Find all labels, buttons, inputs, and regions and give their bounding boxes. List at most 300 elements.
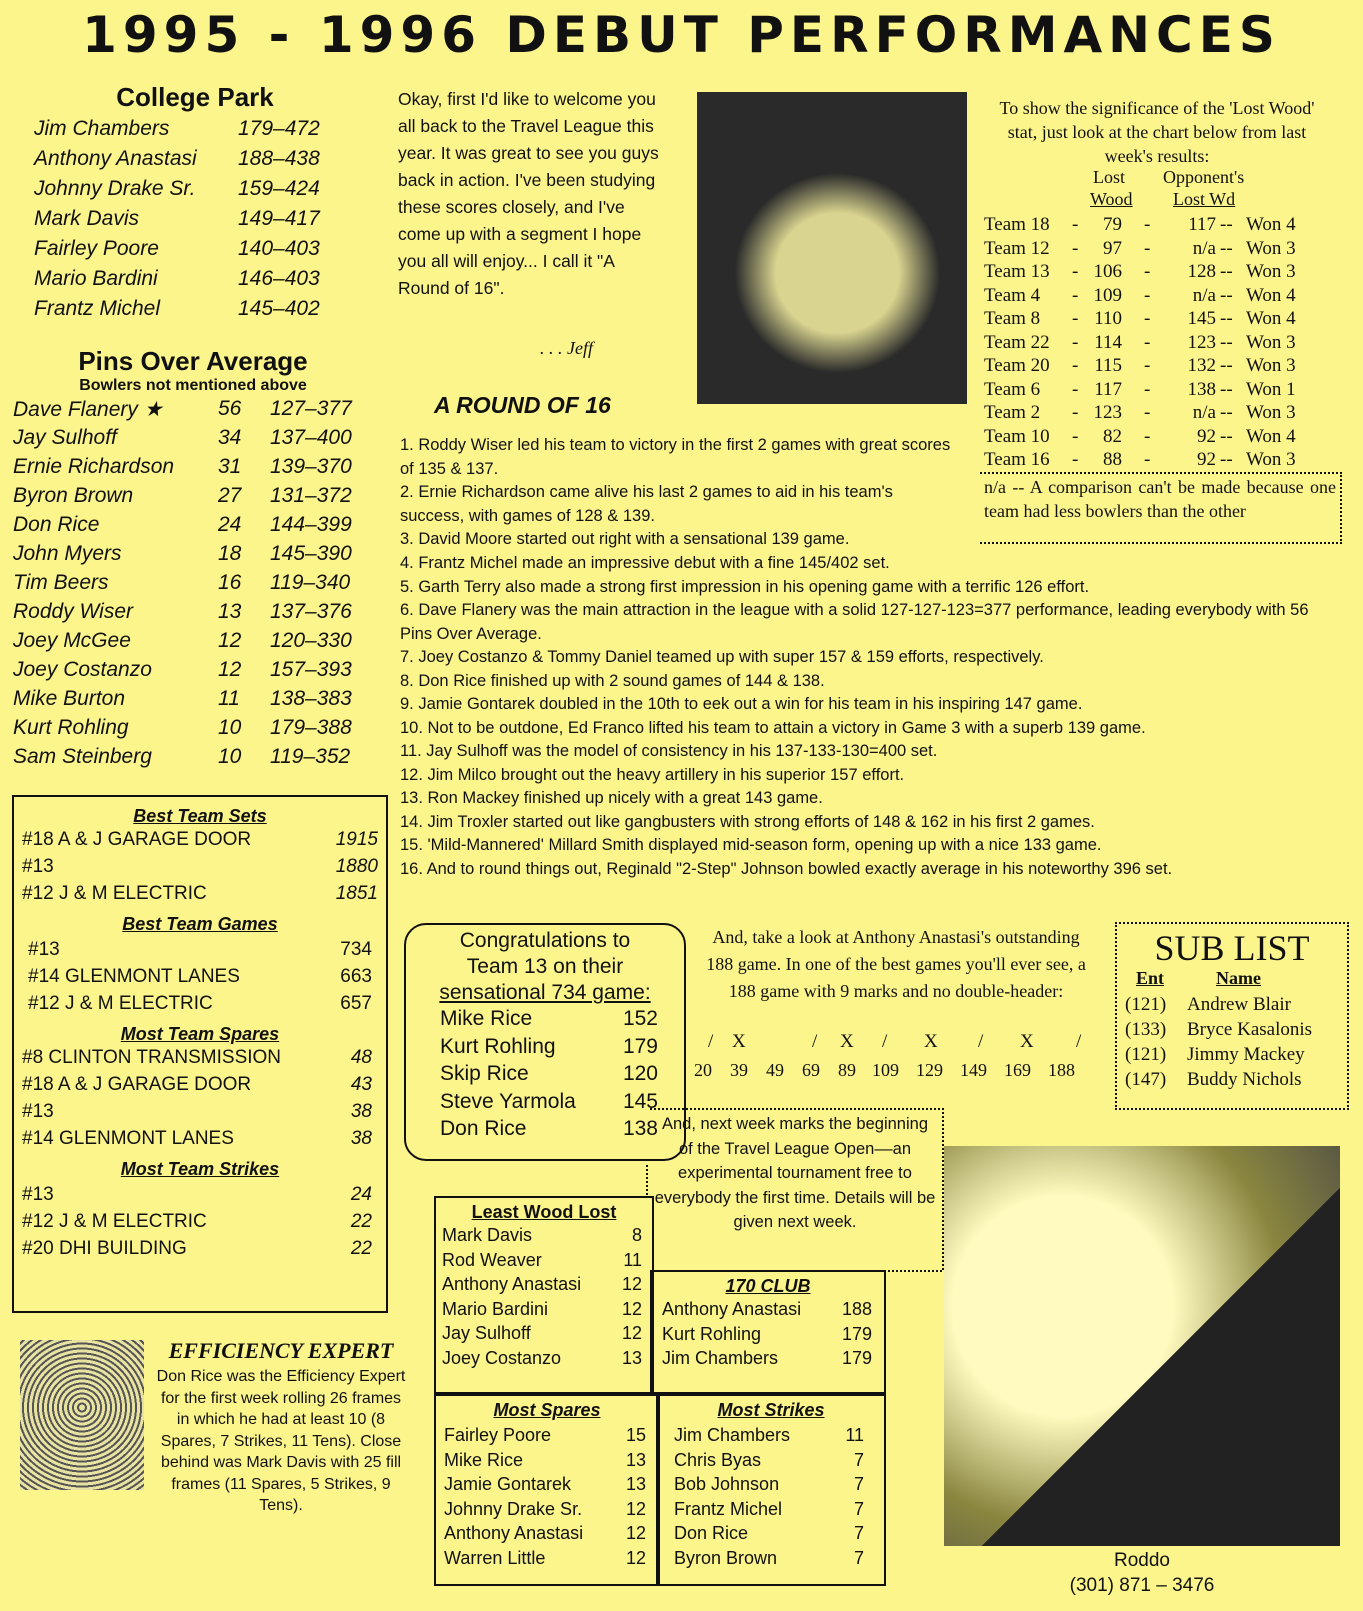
congrats-line1: Congratulations to	[459, 929, 631, 952]
dash: -	[1072, 237, 1079, 259]
team-name: #14 GLENMONT LANES	[22, 1128, 234, 1149]
college-park-list	[34, 117, 370, 327]
list-item	[440, 1117, 658, 1145]
team-value: 38	[350, 1101, 372, 1122]
lost-cell: 109	[1093, 284, 1122, 306]
list-item	[662, 1299, 872, 1324]
dash: -	[1144, 425, 1151, 447]
most-strikes-heading: Most Strikes	[717, 1400, 825, 1420]
list-item	[34, 237, 370, 267]
opp-cell: 117	[1188, 214, 1216, 235]
list-item: 3. David Moore started out right with a sensational 139 game.	[400, 530, 850, 548]
dash: -	[1072, 214, 1079, 235]
bowler-score: 145–390	[270, 542, 352, 565]
bowler-score: 131–372	[270, 484, 352, 507]
list-item	[13, 455, 378, 484]
table-row	[984, 308, 1344, 332]
team-name: #12 J & M ELECTRIC	[22, 1211, 207, 1232]
bowler-name: Jay Sulhoff	[13, 426, 117, 449]
bowler-name: Frantz Michel	[674, 1498, 783, 1519]
team-name: #13	[22, 856, 54, 877]
list-item: 10. Not to be outdone, Ed Franco lifted his team to attain a victory in Game 3 with a superb 139 game.	[400, 718, 1146, 737]
jeff-photo	[697, 92, 967, 404]
bowler-name: Anthony Anastasi	[444, 1523, 584, 1543]
congrats-line2: Team 13 on their	[466, 955, 624, 978]
list-item	[674, 1548, 864, 1573]
col-ent: Ent	[1136, 968, 1165, 988]
opp-cell: 145	[1187, 308, 1216, 329]
contact-phone: (301) 871 – 3476	[1069, 1575, 1215, 1596]
most-strikes-box	[656, 1392, 886, 1586]
lost-cell: 123	[1093, 402, 1122, 423]
bowler-value: 12	[621, 1298, 642, 1319]
bowler-score: 138–383	[270, 687, 352, 710]
list-item	[442, 1274, 642, 1299]
dash: --	[1220, 261, 1233, 282]
bowler-score: 119–352	[270, 745, 351, 768]
bowler-score: 140–403	[238, 237, 320, 260]
table-row	[984, 332, 1344, 356]
head-lostwd: Lost Wd	[1173, 189, 1236, 209]
bowler-name: Joey Costanzo	[442, 1347, 562, 1368]
round-16-heading: A ROUND OF 16	[434, 392, 611, 418]
lost-wood-note-text: n/a -- A comparison can't be made because one team had less bowlers than the other	[984, 477, 1336, 521]
list-item	[440, 1062, 658, 1090]
list-item	[34, 147, 370, 177]
contact-name: Roddo	[1114, 1550, 1170, 1571]
lost-wood-intro: To show the significance of the 'Lost Wood' stat, just look at the chart below from last week's results:	[999, 98, 1315, 166]
frame-score: 20	[694, 1060, 712, 1080]
table-row	[984, 285, 1344, 309]
bowler-value: 13	[625, 1449, 646, 1470]
bowler-value: 12	[625, 1498, 646, 1519]
list-item	[13, 745, 378, 774]
bowler-score: 179–388	[270, 716, 352, 739]
list-item	[674, 1450, 864, 1475]
pins-over-average-section	[8, 346, 378, 774]
table-row	[22, 1184, 372, 1211]
bowler-score: 127–377	[270, 397, 352, 420]
team-value: 1851	[335, 883, 378, 904]
pins-value: 10	[218, 716, 242, 739]
pins-value: 13	[218, 600, 242, 623]
bowler-value: 12	[625, 1523, 646, 1543]
opp-cell: n/a	[1192, 402, 1216, 423]
bowler-name: Kurt Rohling	[440, 1034, 556, 1058]
club-connector	[880, 1270, 942, 1272]
bowler-name: Don Rice	[440, 1117, 527, 1140]
round-16-list	[400, 434, 960, 552]
bowler-name: Bob Johnson	[674, 1474, 780, 1494]
dash: -	[1144, 402, 1151, 423]
dash: --	[1220, 449, 1233, 470]
list-item	[13, 426, 378, 455]
bowler-value: 12	[621, 1274, 642, 1294]
team-cell: Team 20	[984, 355, 1050, 376]
opp-cell: n/a	[1192, 284, 1216, 306]
pins-value: 27	[218, 484, 242, 507]
sub-name: Jimmy Mackey	[1187, 1044, 1305, 1065]
mark: /	[812, 1031, 818, 1052]
list-item: 9. Jamie Gontarek doubled in the 10th to eek out a win for his team in his inspiring 147 game.	[400, 695, 1083, 713]
mark: /	[882, 1031, 888, 1052]
team-cell: Team 13	[984, 261, 1050, 282]
club-170-heading: 170 CLUB	[725, 1276, 811, 1296]
sub-ent: (147)	[1125, 1069, 1167, 1090]
bowler-name: Jim Chambers	[662, 1348, 779, 1368]
bowler-name: Mario Bardini	[34, 267, 158, 290]
list-item	[440, 1007, 658, 1035]
lost-cell: 88	[1103, 449, 1122, 470]
list-item: 1. Roddy Wiser led his team to victory in the first 2 games with great scores of 135 & 137.	[400, 436, 951, 478]
opp-cell: 92	[1197, 449, 1216, 470]
opp-cell: n/a	[1192, 237, 1216, 259]
dash: -	[1072, 425, 1079, 447]
list-item	[34, 267, 370, 297]
page-title: 1995 - 1996 DEBUT PERFORMANCES	[82, 6, 1281, 64]
intro-signature: . . . Jeff	[540, 338, 593, 358]
bowler-score: 138	[622, 1117, 658, 1140]
list-item	[13, 687, 378, 716]
pins-value: 18	[218, 542, 242, 565]
bowler-value: 11	[845, 1425, 864, 1445]
bowler-name: Kurt Rohling	[662, 1323, 762, 1344]
sub-name: Bryce Kasalonis	[1187, 1019, 1313, 1040]
lost-wood-table	[984, 214, 1344, 473]
dash: -	[1144, 308, 1151, 329]
bowler-name: Anthony Anastasi	[662, 1299, 802, 1319]
list-item	[34, 207, 370, 237]
table-row	[984, 449, 1344, 473]
opp-cell: 128	[1187, 261, 1216, 282]
bowler-name: Sam Steinberg	[13, 745, 152, 768]
bowler-value: 179	[841, 1348, 872, 1368]
table-row	[28, 993, 372, 1020]
list-item	[444, 1523, 646, 1548]
bowler-name: Jamie Gontarek	[444, 1474, 572, 1494]
dash: --	[1220, 378, 1233, 400]
team-name: #13	[22, 1184, 54, 1205]
dash: --	[1220, 308, 1233, 329]
most-team-spares-heading: Most Team Spares	[120, 1024, 280, 1044]
bowler-score: 139–370	[270, 455, 352, 478]
lost-cell: 115	[1094, 355, 1122, 376]
list-item: 6. Dave Flanery was the main attraction in the league with a solid 127-127-123=377 performance, leading everybody with 56 Pins Over Average.	[400, 601, 1309, 643]
list-item	[442, 1323, 642, 1348]
list-item	[444, 1474, 646, 1499]
list-item: 4. Frantz Michel made an impressive debut with a fine 145/402 set.	[400, 554, 890, 572]
bowler-value: 7	[853, 1547, 864, 1568]
list-item	[444, 1425, 646, 1450]
best-team-games-heading: Best Team Games	[122, 914, 278, 934]
team-value: 43	[350, 1074, 372, 1095]
bowler-value: 188	[841, 1299, 872, 1319]
list-item	[13, 600, 378, 629]
list-item: 12. Jim Milco brought out the heavy artillery in his superior 157 effort.	[400, 765, 905, 784]
dash: -	[1072, 261, 1079, 282]
bowler-name: Rod Weaver	[442, 1249, 542, 1270]
dash: --	[1220, 331, 1233, 353]
sub-ent: (133)	[1125, 1019, 1167, 1040]
bowler-value: 8	[631, 1225, 642, 1245]
table-row	[22, 856, 378, 883]
bowler-name: John Myers	[13, 542, 122, 565]
bowler-score: 144–399	[270, 513, 352, 536]
dash: --	[1220, 355, 1233, 376]
list-item	[662, 1324, 872, 1349]
bowler-value: 7	[853, 1474, 864, 1494]
bowler-score: 179–472	[238, 117, 320, 140]
dash: -	[1144, 449, 1151, 470]
bowler-score: 157–393	[270, 658, 352, 681]
bowler-name: Byron Brown	[13, 484, 134, 507]
lost-cell: 79	[1103, 214, 1122, 235]
team-value: 22	[350, 1211, 372, 1232]
bowler-value: 13	[621, 1347, 642, 1368]
frame-score: 188	[1048, 1060, 1075, 1080]
result-cell: Won 3	[1246, 331, 1296, 353]
sub-ent: (121)	[1125, 1044, 1167, 1065]
dash: --	[1220, 284, 1233, 306]
list-item	[13, 397, 378, 426]
team-cell: Team 12	[984, 237, 1050, 259]
col-name: Name	[1216, 968, 1261, 988]
dash: -	[1144, 214, 1151, 235]
dash: -	[1144, 331, 1151, 353]
team-name: #18 A & J GARAGE DOOR	[22, 1074, 252, 1095]
bowler-name: Mike Burton	[13, 687, 126, 710]
bowler-name: Skip Rice	[440, 1062, 529, 1085]
pins-value: 12	[218, 629, 242, 652]
team-cell: Team 10	[984, 425, 1050, 447]
list-item	[444, 1499, 646, 1524]
list-item: 7. Joey Costanzo & Tommy Daniel teamed up with super 157 & 159 efforts, respectively.	[400, 648, 1044, 666]
result-cell: Won 3	[1246, 402, 1296, 423]
round-16-list-wide	[400, 552, 1350, 881]
opp-cell: 138	[1187, 378, 1216, 400]
list-item: 15. 'Mild-Mannered' Millard Smith displayed mid-season form, opening up with a nice 133 game.	[400, 836, 1102, 854]
team-value: 24	[350, 1184, 372, 1205]
table-row	[22, 1128, 372, 1155]
team-name: #13	[22, 1101, 54, 1122]
sub-name: Buddy Nichols	[1187, 1069, 1302, 1090]
table-row	[28, 966, 372, 993]
result-cell: Won 4	[1246, 284, 1296, 306]
dash: -	[1072, 449, 1079, 470]
list-item	[13, 658, 378, 687]
bowler-score: 146–403	[238, 267, 320, 290]
dash: -	[1144, 355, 1151, 376]
bowler-name: Mark Davis	[34, 207, 140, 230]
sub-list-heading: SUB LIST	[1154, 928, 1310, 968]
bowler-name: Jay Sulhoff	[442, 1323, 531, 1343]
bowler-name: Mark Davis	[442, 1225, 533, 1245]
list-item	[13, 484, 378, 513]
bowler-name: Warren Little	[444, 1547, 546, 1568]
best-team-sets-heading: Best Team Sets	[133, 806, 267, 826]
dash: --	[1220, 402, 1233, 423]
team-cell: Team 8	[984, 308, 1041, 329]
dash: --	[1220, 425, 1233, 447]
bowler-name: Anthony Anastasi	[34, 147, 197, 170]
bowler-value: 11	[623, 1249, 642, 1270]
result-cell: Won 1	[1246, 378, 1296, 400]
bowler-score: 120	[622, 1062, 658, 1085]
list-item	[440, 1090, 658, 1118]
sub-name: Andrew Blair	[1187, 994, 1291, 1015]
team-name: #20 DHI BUILDING	[22, 1238, 187, 1259]
bowler-name: Mike Rice	[440, 1007, 533, 1030]
list-item	[34, 177, 370, 207]
opp-cell: 132	[1187, 355, 1216, 376]
bowler-value: 7	[853, 1449, 864, 1470]
team-name: #18 A & J GARAGE DOOR	[22, 829, 252, 850]
bowler-name: Kurt Rohling	[13, 716, 129, 739]
table-row	[984, 402, 1344, 426]
team-value: 657	[340, 993, 372, 1014]
bowler-score: 179	[622, 1034, 658, 1058]
team-name: #14 GLENMONT LANES	[28, 966, 240, 987]
bowler-name: Mario Bardini	[442, 1298, 549, 1319]
mark: /	[978, 1031, 984, 1052]
table-row	[28, 939, 372, 966]
team-value: 663	[340, 966, 372, 987]
list-item	[442, 1348, 642, 1373]
dash: -	[1144, 378, 1151, 400]
bowler-score: 145–402	[238, 297, 320, 320]
bowler-score: 152	[622, 1007, 658, 1030]
pins-value: 10	[218, 745, 242, 768]
result-cell: Won 3	[1246, 355, 1296, 376]
bowler-name: Johnny Drake Sr.	[34, 177, 196, 200]
team-cell: Team 18	[984, 214, 1050, 235]
dash: -	[1072, 331, 1079, 353]
bowler-name: Joey McGee	[13, 629, 131, 652]
bowler-name: Fairley Poore	[34, 237, 159, 260]
list-item: 5. Garth Terry also made a strong first impression in his opening game with a terrific 126 effort.	[400, 577, 1090, 596]
lost-cell: 117	[1094, 378, 1122, 400]
team-value: 1880	[335, 856, 378, 877]
list-item	[442, 1225, 642, 1250]
bowler-name: Jim Chambers	[34, 117, 170, 140]
pins-value: 16	[218, 571, 242, 594]
bowler-name: Anthony Anastasi	[442, 1274, 582, 1294]
congrats-box	[404, 923, 686, 1161]
team-name: #12 J & M ELECTRIC	[22, 883, 207, 904]
anastasi-text: And, take a look at Anthony Anastasi's outstanding 188 game. In one of the best games you'll ever see, a 188 game with 9 marks and no double-header:	[706, 927, 1086, 1001]
bowler-name: Ernie Richardson	[13, 455, 175, 478]
bowler-name: Mike Rice	[444, 1449, 524, 1470]
table-row	[22, 1238, 372, 1265]
bowler-score: 137–376	[270, 600, 352, 623]
frame-score: 89	[838, 1060, 856, 1080]
bowler-score: 145	[622, 1089, 658, 1113]
list-item	[13, 571, 378, 600]
bowler-name: Roddy Wiser	[13, 600, 134, 623]
list-item	[442, 1299, 642, 1324]
lost-cell: 114	[1094, 331, 1122, 353]
list-item: 11. Jay Sulhoff was the model of consistency in his 137-133-130=400 set.	[400, 742, 938, 760]
team-value: 22	[350, 1238, 372, 1259]
list-item	[34, 297, 370, 327]
list-item	[13, 629, 378, 658]
table-row	[22, 883, 378, 910]
list-item	[13, 513, 378, 542]
bowler-score: 149–417	[238, 207, 320, 230]
dash: -	[1144, 284, 1151, 306]
result-cell: Won 3	[1246, 237, 1296, 259]
mark: /	[1076, 1031, 1082, 1052]
bowler-score: 119–340	[270, 571, 351, 594]
frame-score: 39	[730, 1060, 748, 1080]
bowler-name: Dave Flanery ★	[13, 398, 163, 421]
bowler-value: 7	[853, 1523, 864, 1543]
team-name: #8 CLINTON TRANSMISSION	[22, 1047, 282, 1068]
list-item	[674, 1499, 864, 1524]
bowler-value: 15	[625, 1425, 646, 1445]
poa-subheading: Bowlers not mentioned above	[79, 377, 307, 394]
dash: --	[1220, 237, 1233, 259]
result-cell: Won 4	[1246, 425, 1296, 447]
bowler-name: Chris Byas	[674, 1449, 762, 1470]
list-item	[1125, 994, 1347, 1019]
list-item: 8. Don Rice finished up with 2 sound games of 144 & 138.	[400, 671, 825, 690]
congrats-line3: sensational 734 game:	[439, 981, 651, 1004]
lost-wood-note	[980, 472, 1342, 544]
dash: -	[1072, 355, 1079, 376]
dash: -	[1072, 402, 1079, 423]
result-cell: Won 4	[1246, 214, 1296, 235]
mark: X	[924, 1031, 938, 1052]
team-value: 38	[350, 1128, 372, 1149]
table-row	[22, 1047, 372, 1074]
bowler-name: Don Rice	[674, 1523, 749, 1543]
dash: -	[1144, 261, 1151, 282]
list-item: 13. Ron Mackey finished up nicely with a great 143 game.	[400, 789, 823, 807]
team-cell: Team 6	[984, 378, 1041, 400]
open-note-text: And, next week marks the beginning of the Travel League Open––an experimental tournament free to everybody the first time. Details will be given next week.	[654, 1115, 936, 1231]
list-item	[662, 1348, 872, 1373]
lost-cell: 106	[1093, 261, 1122, 282]
list-item	[1125, 1069, 1347, 1094]
frame-score: 69	[802, 1060, 820, 1080]
team-value: 48	[350, 1047, 372, 1068]
efficiency-heading: EFFICIENCY EXPERT	[168, 1338, 394, 1363]
bowler-name: Tim Beers	[13, 571, 109, 594]
list-item	[13, 542, 378, 571]
lost-cell: 110	[1094, 308, 1122, 329]
anastasi-frames	[694, 1060, 1094, 1084]
college-park-section	[20, 82, 370, 327]
bowler-score: 120–330	[270, 629, 352, 652]
table-row	[984, 426, 1344, 450]
efficiency-text: Don Rice was the Efficiency Expert for the first week rolling 26 frames in which he had at least 10 (8 Spares, 7 Strikes, 11 Tens). Close behind was Mark Davis with 25 fill frames (11 Spares, 5 Strikes, 9 Tens).	[156, 1368, 406, 1514]
bowler-name: Fairley Poore	[444, 1425, 552, 1445]
roddo-photo	[944, 1146, 1340, 1546]
most-spares-heading: Most Spares	[493, 1400, 601, 1420]
lost-cell: 97	[1103, 237, 1122, 259]
pins-value: 34	[218, 426, 242, 449]
list-item	[34, 117, 370, 147]
table-row	[984, 379, 1344, 403]
list-item: 16. And to round things out, Reginald "2-Step" Johnson bowled exactly average in his noteworthy 396 set.	[400, 859, 1173, 878]
bowler-name: Joey Costanzo	[13, 658, 152, 681]
team-cell: Team 2	[984, 402, 1041, 423]
pins-value: 11	[218, 687, 240, 710]
bowler-name: Johnny Drake Sr.	[444, 1498, 583, 1519]
list-item	[444, 1548, 646, 1573]
team-name: #12 J & M ELECTRIC	[28, 993, 213, 1014]
